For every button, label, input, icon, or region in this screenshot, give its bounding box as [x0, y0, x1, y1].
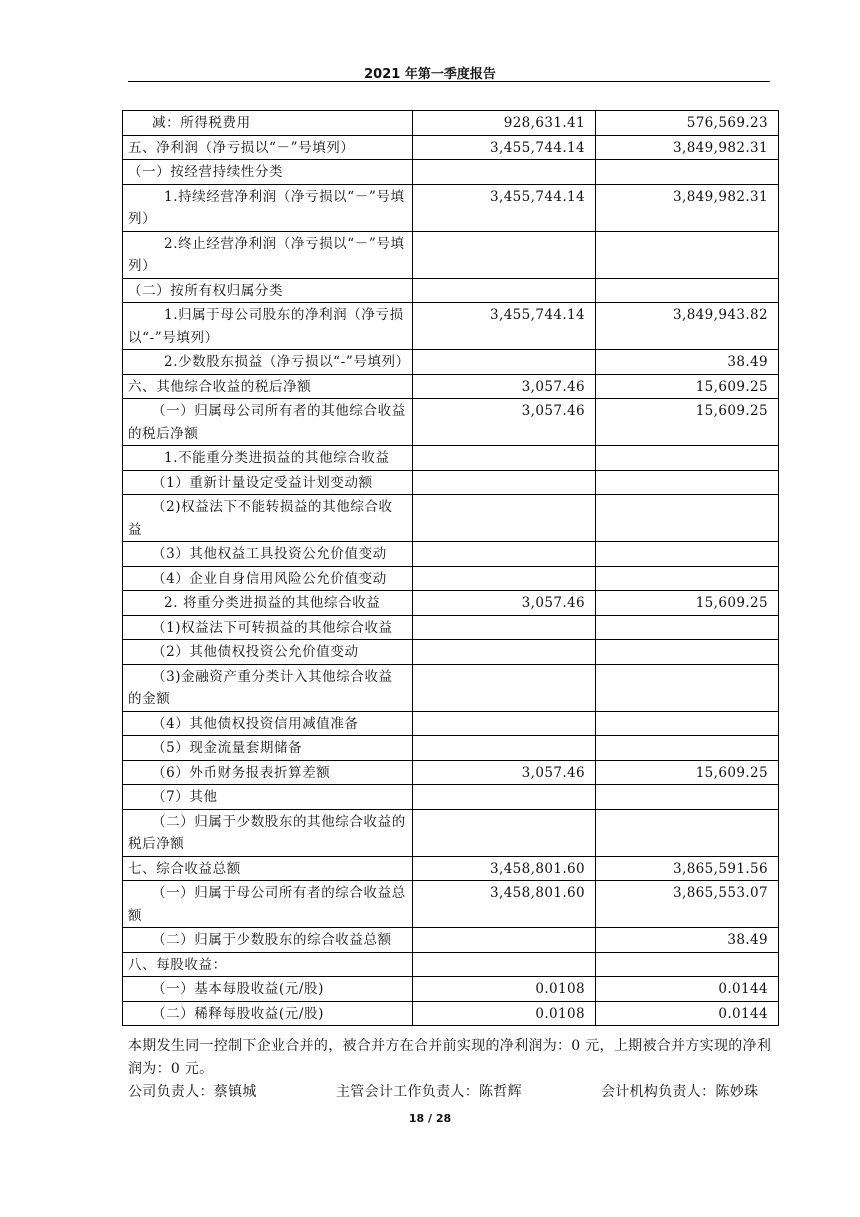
prior-period-value: [596, 446, 779, 471]
row-label: 减：所得税费用: [123, 111, 413, 136]
prior-period-value: [596, 809, 779, 856]
current-period-value: 3,057.46: [413, 399, 596, 446]
prior-period-value: [596, 785, 779, 810]
table-row: [123, 664, 779, 711]
table-row: [123, 785, 779, 810]
table-row: [123, 160, 779, 185]
row-label: （7）其他: [123, 785, 413, 810]
current-period-value: 3,458,801.60: [413, 856, 596, 881]
row-label: （一）归属于母公司所有者的综合收益总额: [123, 881, 413, 928]
header-divider: [128, 81, 770, 82]
current-period-value: 3,458,801.60: [413, 881, 596, 928]
current-period-value: 928,631.41: [413, 111, 596, 136]
current-period-value: [413, 231, 596, 278]
row-label: 五、净利润（净亏损以“－”号填列）: [123, 135, 413, 160]
row-label: 2.少数股东损益（净亏损以“-”号填列）: [123, 350, 413, 375]
table-row: [123, 809, 779, 856]
accounting-org-head-signature: 会计机构负责人：陈妙珠: [601, 1084, 759, 1100]
row-label: （一）基本每股收益(元/股): [123, 977, 413, 1002]
current-period-value: 3,455,744.14: [413, 184, 596, 231]
row-label: 六、其他综合收益的税后净额: [123, 374, 413, 399]
prior-period-value: [596, 542, 779, 567]
prior-period-value: [596, 640, 779, 665]
table-row: [123, 736, 779, 761]
row-label: 2. 将重分类进损益的其他综合收益: [123, 591, 413, 616]
row-label: 1.归属于母公司股东的净利润（净亏损以“-”号填列）: [123, 303, 413, 350]
table-row: [123, 591, 779, 616]
row-label: （4）企业自身信用风险公允价值变动: [123, 566, 413, 591]
current-period-value: 3,057.46: [413, 591, 596, 616]
current-period-value: [413, 711, 596, 736]
current-period-value: [413, 640, 596, 665]
table-row: [123, 135, 779, 160]
prior-period-value: [596, 495, 779, 542]
prior-period-value: [596, 231, 779, 278]
prior-period-value: 38.49: [596, 928, 779, 953]
row-label: 2.终止经营净利润（净亏损以“－”号填列）: [123, 231, 413, 278]
table-row: [123, 303, 779, 350]
table-row: [123, 470, 779, 495]
prior-period-value: [596, 470, 779, 495]
table-row: [123, 881, 779, 928]
row-label: 1.持续经营净利润（净亏损以“－”号填列）: [123, 184, 413, 231]
row-label: （一）按经营持续性分类: [123, 160, 413, 185]
table-row: [123, 760, 779, 785]
prior-period-value: 15,609.25: [596, 374, 779, 399]
table-row: [123, 977, 779, 1002]
prior-period-value: 15,609.25: [596, 399, 779, 446]
current-period-value: [413, 446, 596, 471]
row-label: 七、综合收益总额: [123, 856, 413, 881]
income-statement-table: [122, 110, 779, 1026]
current-period-value: [413, 542, 596, 567]
current-period-value: 3,455,744.14: [413, 135, 596, 160]
row-label: （二）按所有权归属分类: [123, 278, 413, 303]
table-row: [123, 615, 779, 640]
current-period-value: [413, 928, 596, 953]
prior-period-value: 0.0144: [596, 1001, 779, 1026]
prior-period-value: 15,609.25: [596, 591, 779, 616]
current-period-value: [413, 350, 596, 375]
row-label: （二）归属于少数股东的综合收益总额: [123, 928, 413, 953]
row-label: （一）归属母公司所有者的其他综合收益的税后净额: [123, 399, 413, 446]
prior-period-value: 15,609.25: [596, 760, 779, 785]
row-label: （1)权益法下可转损益的其他综合收益: [123, 615, 413, 640]
table-row: [123, 399, 779, 446]
current-period-value: [413, 785, 596, 810]
prior-period-value: 3,849,982.31: [596, 184, 779, 231]
current-period-value: [413, 736, 596, 761]
prior-period-value: 38.49: [596, 350, 779, 375]
table-row: [123, 495, 779, 542]
prior-period-value: [596, 278, 779, 303]
current-period-value: [413, 470, 596, 495]
prior-period-value: 0.0144: [596, 977, 779, 1002]
prior-period-value: [596, 664, 779, 711]
table-row: [123, 350, 779, 375]
current-period-value: [413, 566, 596, 591]
table-row: [123, 711, 779, 736]
current-period-value: 3,455,744.14: [413, 303, 596, 350]
current-period-value: [413, 160, 596, 185]
current-period-value: 0.0108: [413, 977, 596, 1002]
current-period-value: [413, 664, 596, 711]
row-label: （6）外币财务报表折算差额: [123, 760, 413, 785]
row-label: （4）其他债权投资信用减值准备: [123, 711, 413, 736]
table-row: [123, 111, 779, 136]
company-head-signature: 公司负责人：蔡镇城: [128, 1084, 257, 1100]
table-row: [123, 928, 779, 953]
report-header-title: 2021 年第一季度报告: [364, 67, 496, 82]
prior-period-value: 3,849,982.31: [596, 135, 779, 160]
income-statement-body: [123, 111, 779, 1026]
table-row: [123, 542, 779, 567]
prior-period-value: 3,865,553.07: [596, 881, 779, 928]
row-label: （3）其他权益工具投资公允价值变动: [123, 542, 413, 567]
prior-period-value: [596, 711, 779, 736]
prior-period-value: 3,849,943.82: [596, 303, 779, 350]
table-row: [123, 856, 779, 881]
prior-period-value: [596, 160, 779, 185]
page-number: 18 / 28: [408, 1112, 452, 1125]
current-period-value: 3,057.46: [413, 760, 596, 785]
row-label: （2）其他债权投资公允价值变动: [123, 640, 413, 665]
current-period-value: 0.0108: [413, 1001, 596, 1026]
current-period-value: [413, 495, 596, 542]
prior-period-value: [596, 736, 779, 761]
row-label: （1）重新计量设定受益计划变动额: [123, 470, 413, 495]
table-row: [123, 640, 779, 665]
table-row: [123, 446, 779, 471]
accounting-head-signature: 主管会计工作负责人：陈哲辉: [336, 1084, 522, 1100]
current-period-value: [413, 952, 596, 977]
current-period-value: [413, 809, 596, 856]
prior-period-value: 3,865,591.56: [596, 856, 779, 881]
prior-period-value: [596, 566, 779, 591]
table-row: [123, 566, 779, 591]
row-label: 八、每股收益：: [123, 952, 413, 977]
table-row: [123, 374, 779, 399]
merger-note: 本期发生同一控制下企业合并的，被合并方在合并前实现的净利润为：0 元，上期被合并方实现的净利润为：0 元。: [128, 1038, 772, 1077]
row-label: （二）归属于少数股东的其他综合收益的税后净额: [123, 809, 413, 856]
current-period-value: [413, 278, 596, 303]
prior-period-value: [596, 952, 779, 977]
table-row: [123, 952, 779, 977]
row-label: （5）现金流量套期储备: [123, 736, 413, 761]
prior-period-value: [596, 615, 779, 640]
row-label: （3)金融资产重分类计入其他综合收益的金额: [123, 664, 413, 711]
current-period-value: 3,057.46: [413, 374, 596, 399]
row-label: （二）稀释每股收益(元/股): [123, 1001, 413, 1026]
row-label: 1.不能重分类进损益的其他综合收益: [123, 446, 413, 471]
table-row: [123, 184, 779, 231]
table-row: [123, 1001, 779, 1026]
table-row: [123, 278, 779, 303]
prior-period-value: 576,569.23: [596, 111, 779, 136]
table-row: [123, 231, 779, 278]
row-label: （2)权益法下不能转损益的其他综合收益: [123, 495, 413, 542]
current-period-value: [413, 615, 596, 640]
